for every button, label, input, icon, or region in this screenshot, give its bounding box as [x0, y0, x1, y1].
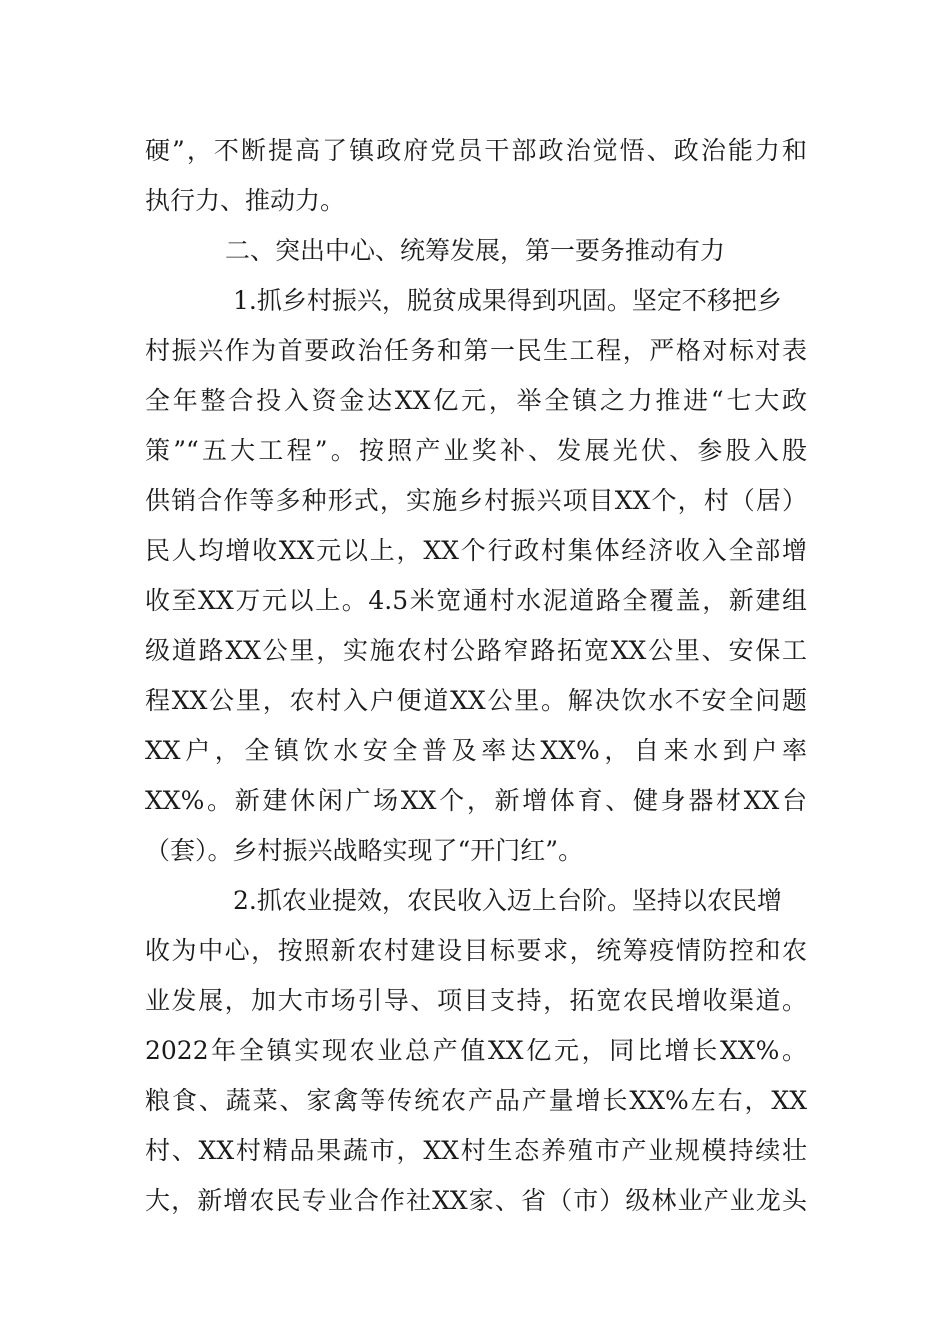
paragraph-line: 2022年全镇实现农业总产值XX亿元，同比增长XX%。: [145, 1036, 807, 1065]
paragraph-line: 级道路XX公里，实施农村公路窄路拓宽XX公里、安保工: [145, 636, 807, 665]
paragraph-line: 程XX公里，农村入户便道XX公里。解决饮水不安全问题: [145, 686, 807, 715]
paragraph-line: 村、XX村精品果蔬市，XX村生态养殖市产业规模持续壮: [145, 1136, 807, 1165]
paragraph-line: 大，新增农民专业合作社XX家、省（市）级林业产业龙头: [145, 1186, 807, 1215]
section-heading: 二、突出中心、统筹发展，第一要务推动有力: [225, 236, 726, 265]
paragraph-line: 供销合作等多种形式，实施乡村振兴项目XX个，村（居）: [145, 486, 807, 515]
paragraph-line: 执行力、推动力。: [145, 186, 346, 215]
paragraph-line: 策”“五大工程”。按照产业奖补、发展光伏、参股入股: [145, 436, 807, 465]
paragraph-line: （套）。乡村振兴战略实现了“开门红”。: [145, 836, 584, 865]
paragraph-line: 收为中心，按照新农村建设目标要求，统筹疫情防控和农: [145, 936, 807, 965]
document-body: [145, 126, 807, 1226]
paragraph-line: XX户，全镇饮水安全普及率达XX%，自来水到户率: [145, 736, 807, 765]
paragraph-line: 硬”，不断提高了镇政府党员干部政治觉悟、政治能力和: [145, 136, 807, 165]
paragraph-line: 业发展，加大市场引导、项目支持，拓宽农民增收渠道。: [145, 986, 807, 1015]
paragraph-line: 村振兴作为首要政治任务和第一民生工程，严格对标对表: [145, 336, 807, 365]
paragraph-line: XX%。新建休闲广场XX个，新增体育、健身器材XX台: [145, 786, 807, 815]
paragraph-line: 粮食、蔬菜、家禽等传统农产品产量增长XX%左右，XX: [145, 1086, 807, 1115]
paragraph-first-line: 1.抓乡村振兴，脱贫成果得到巩固。坚定不移把乡: [233, 286, 782, 315]
paragraph-line: 民人均增收XX元以上，XX个行政村集体经济收入全部增: [145, 536, 807, 565]
paragraph-line: 全年整合投入资金达XX亿元，举全镇之力推进“七大政: [145, 386, 807, 415]
paragraph-first-line: 2.抓农业提效，农民收入迈上台阶。坚持以农民增: [233, 886, 782, 915]
paragraph-line: 收至XX万元以上。4.5米宽通村水泥道路全覆盖，新建组: [145, 586, 807, 615]
